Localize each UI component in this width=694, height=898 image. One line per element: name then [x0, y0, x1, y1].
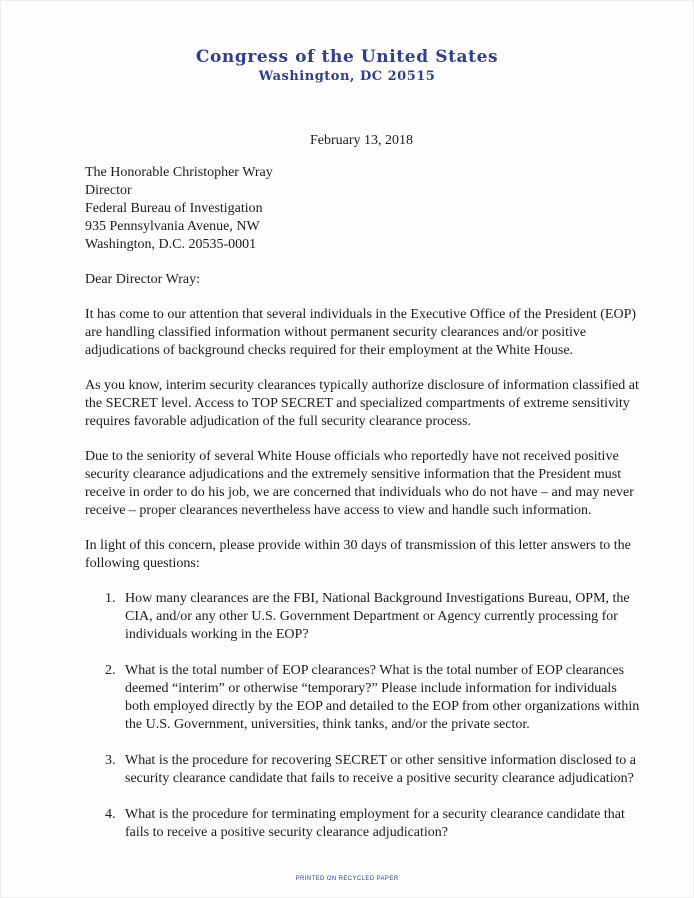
paragraph: It has come to our attention that several individuals in the Executive Office of the President (EOP) are handling classified information without permanent security clearances and/or positive adjudications of background checks required for their employment at the White House.	[85, 307, 637, 358]
paragraph: In light of this concern, please provide within 30 days of transmission of this letter answers to the following questions:	[85, 538, 631, 571]
question-item	[85, 752, 645, 788]
letter-date: February 13, 2018	[310, 133, 414, 148]
question-list	[85, 590, 645, 842]
letterhead	[0, 46, 694, 86]
address-line: Federal Bureau of Investigation	[85, 201, 263, 216]
letter-body	[85, 164, 645, 860]
letterhead-subtitle: Washington, DC 20515	[258, 69, 436, 84]
recycled-paper-footer: PRINTED ON RECYCLED PAPER	[295, 876, 399, 882]
salutation: Dear Director Wray:	[85, 272, 201, 287]
address-line: Washington, D.C. 20535-0001	[85, 237, 257, 252]
question-text: How many clearances are the FBI, National Background Investigations Bureau, OPM, the CIA, and/or any other U.S. Government Department or Agency currently processing for individuals working in the EOP?	[125, 591, 630, 642]
question-number: 3.	[105, 753, 116, 768]
address-line: 935 Pennsylvania Avenue, NW	[85, 219, 260, 234]
recipient-address	[85, 164, 645, 254]
question-item	[85, 662, 645, 734]
address-line: Director	[85, 183, 132, 198]
question-item	[85, 590, 645, 644]
question-text: What is the procedure for terminating employment for a security clearance candidate that fails to receive a positive security clearance adjudication?	[125, 807, 625, 840]
question-number: 4.	[105, 807, 116, 822]
paragraph: Due to the seniority of several White House officials who reportedly have not received positive security clearance adjudications and the extremely sensitive information that the President must receive in order to do his job, we are concerned that individuals who do not have – and may never receive – proper clearances nevertheless have access to view and handle such information.	[85, 449, 634, 518]
question-item	[85, 806, 645, 842]
address-line: The Honorable Christopher Wray	[85, 165, 273, 180]
question-text: What is the procedure for recovering SECRET or other sensitive information disclosed to a security clearance candidate that fails to receive a positive security clearance adjudication?	[125, 753, 636, 786]
letterhead-title: Congress of the United States	[195, 47, 499, 67]
paragraph: As you know, interim security clearances typically authorize disclosure of information classified at the SECRET level. Access to TOP SECRET and specialized compartments of extreme sensitivity requires favorable adjudication of the full security clearance process.	[85, 378, 639, 429]
question-text: What is the total number of EOP clearances? What is the total number of EOP clearances deemed “interim” or otherwise “temporary?” Please include information for individuals both employed directly by the EOP and detailed to the EOP from other organizations within the U.S. Government, universities, think tanks, and/or the private sector.	[125, 663, 640, 732]
question-number: 1.	[105, 591, 116, 606]
question-number: 2.	[105, 663, 116, 678]
